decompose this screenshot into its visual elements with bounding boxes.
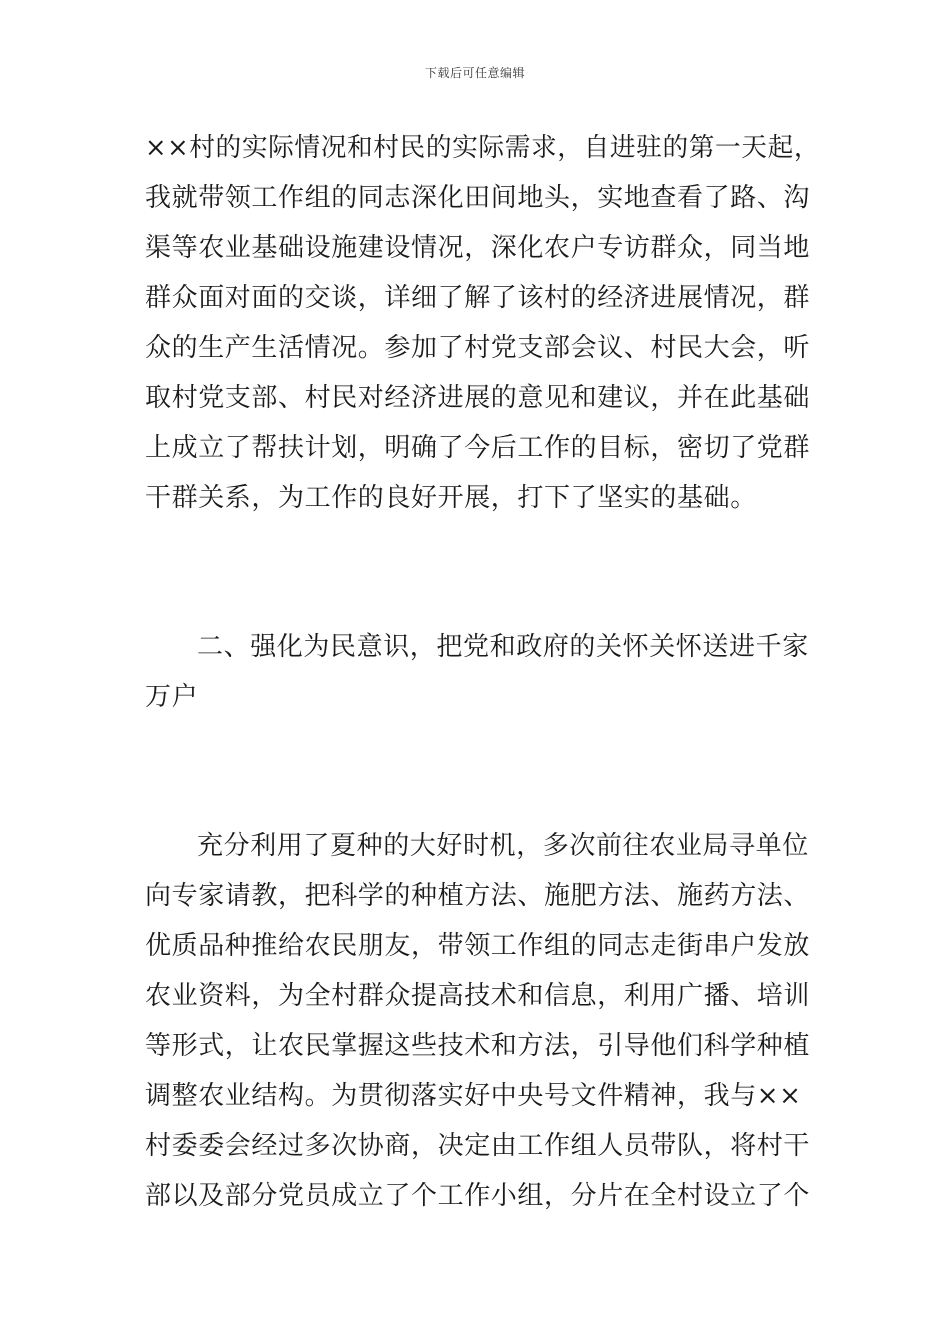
paragraph-2-line-7: 村委委会经过多次协商，决定由工作组人员带队，将村干 — [145, 1131, 811, 1161]
paragraph-1-line-7: 上成立了帮扶计划，明确了今后工作的目标，密切了党群 — [145, 433, 811, 463]
paragraph-1-line-1: ××村的实际情况和村民的实际需求，自进驻的第一天起， — [145, 133, 821, 163]
paragraph-2-line-8: 部以及部分党员成立了个工作小组，分片在全村设立了个 — [145, 1181, 811, 1211]
paragraph-1-line-3: 渠等农业基础设施建设情况，深化农户专访群众，同当地 — [145, 233, 811, 263]
paragraph-1-line-5: 众的生产生活情况。参加了村党支部会议、村民大会，听 — [145, 333, 811, 363]
section-heading-line-2: 万户 — [145, 682, 199, 712]
paragraph-1-line-6: 取村党支部、村民对经济进展的意见和建议，并在此基础 — [145, 383, 811, 413]
paragraph-1-line-2: 我就带领工作组的同志深化田间地头，实地查看了路、沟 — [145, 183, 811, 213]
paragraph-1-line-4: 群众面对面的交谈，详细了解了该村的经济进展情况，群 — [145, 283, 811, 313]
paragraph-2-line-5: 等形式，让农民掌握这些技术和方法，引导他们科学种植 — [145, 1031, 811, 1061]
paragraph-2-line-2: 向专家请教，把科学的种植方法、施肥方法、施药方法、 — [145, 881, 811, 911]
paragraph-2-line-1: 充分利用了夏种的大好时机，多次前往农业局寻单位 — [197, 831, 809, 861]
paragraph-2-line-4: 农业资料，为全村群众提高技术和信息，利用广播、培训 — [145, 981, 811, 1011]
section-heading-line-1: 二、强化为民意识，把党和政府的关怀关怀送进千家 — [197, 632, 809, 662]
paragraph-2-line-3: 优质品种推给农民朋友，带领工作组的同志走街串户发放 — [145, 931, 811, 961]
paragraph-2-line-6: 调整农业结构。为贯彻落实好中央号文件精神，我与×× — [145, 1081, 802, 1111]
paragraph-1-line-8: 干群关系，为工作的良好开展，打下了坚实的基础。 — [145, 483, 757, 513]
page-header-note: 下载后可任意编辑 — [424, 66, 525, 80]
